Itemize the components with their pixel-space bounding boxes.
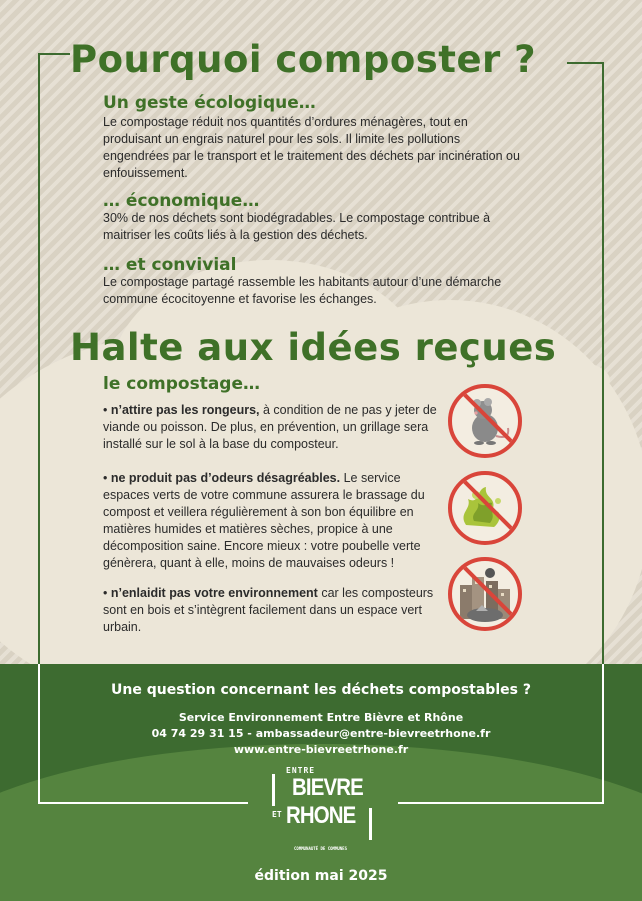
footer-website-link[interactable]: www.entre-bievreetrhone.fr xyxy=(233,743,409,756)
bullet-rodents: • n’attire pas les rongeurs, à condition de ne pas y jeter de viande ou poisson. De plus, en prévention, un grillage sera installé sur le sol à la base du composteur. xyxy=(103,403,437,451)
footer-question: Une question concernant les déchets compostables ? xyxy=(111,682,531,698)
section-title-myths: Halte aux idées reçues xyxy=(70,326,557,369)
footer-frame-bottom-left xyxy=(38,802,248,804)
heading-economic: … économique… xyxy=(103,191,260,211)
frame-right xyxy=(602,62,604,666)
no-odor-icon xyxy=(448,471,522,545)
footer-service: Service Environnement Entre Bièvre et Rhône xyxy=(178,711,464,724)
frame-top-right xyxy=(567,62,603,64)
footer-frame-bottom-right xyxy=(398,802,604,804)
paragraph-convivial: Le compostage partagé rassemble les habitants autour d’une démarche commune écocitoyenne et favorise les échanges. xyxy=(103,275,502,306)
heading-ecological: Un geste écologique… xyxy=(103,93,316,113)
paragraph-ecological: Le compostage réduit nos quantités d’ordures ménagères, tout en produisant un engrais naturel pour les sols. Il limite les pollutions engendrées par le transport et le traitement des déchets par incinération ou enfouissement. xyxy=(103,115,520,180)
paragraph-economic: 30% de nos déchets sont biodégradables. Le compostage contribue à maitriser les coûts liés à la gestion des déchets. xyxy=(103,211,491,242)
footer-contact[interactable]: 04 74 29 31 15 - ambassadeur@entre-bievreetrhone.fr xyxy=(151,727,491,740)
myths-intro: le compostage… xyxy=(103,374,261,394)
no-rat-icon xyxy=(448,384,522,458)
entre-bievre-rhone-logo: ENTRE BIEVRE ET RHONE COMMUNAUTÉ DE COMMUNES xyxy=(272,766,382,856)
frame-top-left xyxy=(38,53,70,55)
footer xyxy=(0,664,642,901)
bullet-environment: • n’enlaidit pas votre environnement car les composteurs sont en bois et s’intègrent facilement dans un espace vert urbain. xyxy=(103,586,434,634)
bullet-odors: • ne produit pas d’odeurs désagréables. Le service espaces verts de votre commune assurera le brassage du compost et veillera régulièrement à son bon équilibre en matières humides et matières sèches, propice à une décomposition saine. Encore mieux : votre poubelle verte génèrera, quant à elle, moins de mauvaises odeurs ! xyxy=(103,471,425,570)
footer-edition: édition mai 2025 xyxy=(254,868,388,884)
section-title-why-compost: Pourquoi composter ? xyxy=(70,38,537,81)
frame-left xyxy=(38,53,40,667)
no-trash-city-icon xyxy=(448,557,522,631)
heading-convivial: … et convivial xyxy=(103,255,237,275)
